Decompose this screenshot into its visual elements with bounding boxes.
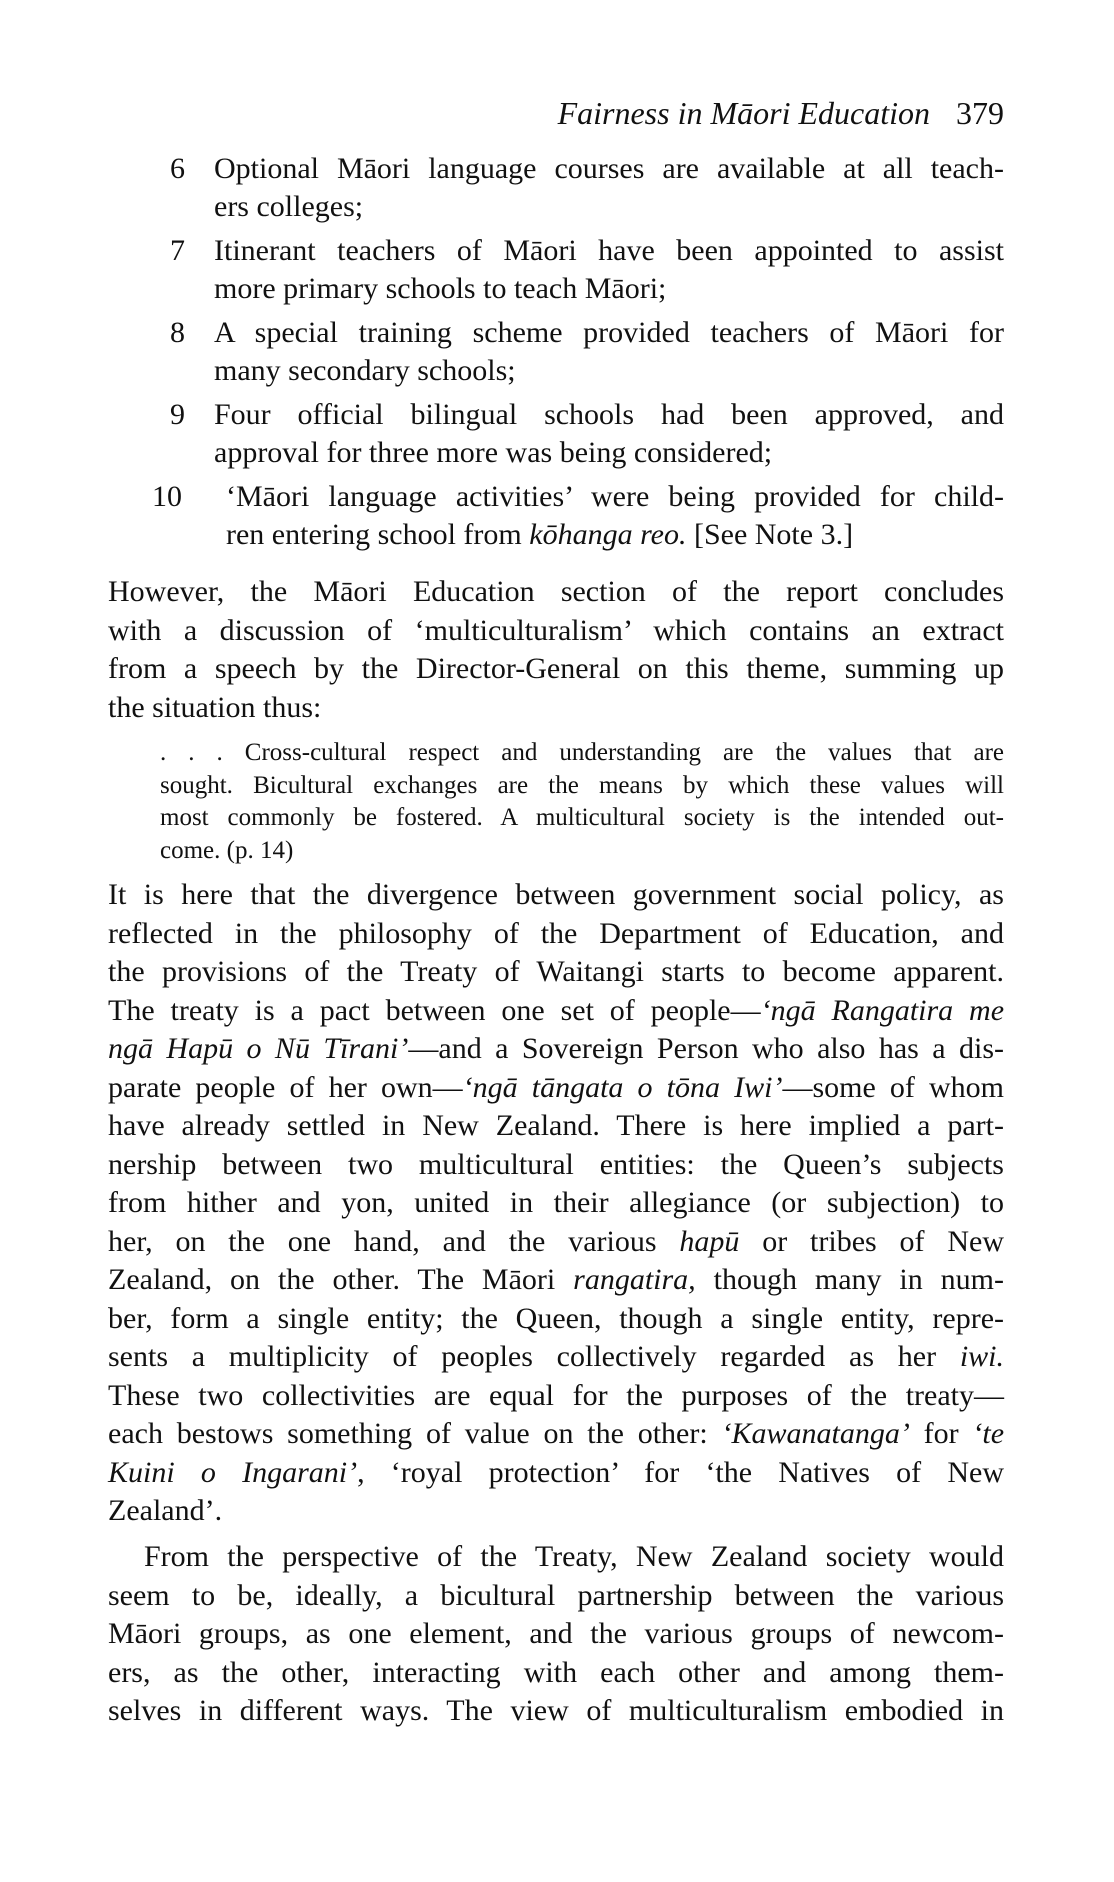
maori-term: ngā Hapū o Nū Tīrani’ xyxy=(108,1032,409,1065)
paragraph xyxy=(108,573,1004,727)
list-item-line: Itinerant teachers of Māori have been appointed to assist xyxy=(214,234,1004,267)
text-line: From the perspective of the Treaty, New Zealand society would xyxy=(144,1540,1004,1573)
list-item-line: Optional Māori language courses are available at all teach- xyxy=(214,152,1004,185)
list-item-number: 7 xyxy=(170,234,185,267)
block-quote xyxy=(160,737,1004,867)
quote-line: . . . Cross-cultural respect and understanding are the values that are xyxy=(160,739,1004,766)
text-line: each bestows something of value on the other: ‘Kawanatanga’ for ‘te xyxy=(108,1417,1005,1450)
list-item-number: 9 xyxy=(170,398,185,431)
text-line: The treaty is a pact between one set of people—‘ngā Rangatira me xyxy=(108,993,1005,1027)
text-line: with a discussion of ‘multiculturalism’ which contains an extract xyxy=(108,613,1004,647)
list-item-number: 10 xyxy=(152,480,182,513)
text-line: However, the Māori Education section of the report concludes xyxy=(108,575,1004,608)
running-header xyxy=(108,92,1004,134)
maori-term: kōhanga reo. xyxy=(529,518,687,551)
maori-term: iwi. xyxy=(959,1340,1004,1373)
list-item-line: ren entering school from kōhanga reo. [See Note 3.] xyxy=(226,518,854,551)
text-line: It is here that the divergence between government social policy, as xyxy=(108,878,1004,911)
list-item xyxy=(108,232,1004,308)
list-item-line: many secondary schools; xyxy=(214,354,516,387)
text-line: the situation thus: xyxy=(108,690,322,724)
text-line: Zealand’. xyxy=(108,1494,223,1527)
paragraph xyxy=(108,876,1004,1531)
list-item-line: Four official bilingual schools had been approved, and xyxy=(214,398,1004,431)
text-line: Zealand, on the other. The Māori rangatira, though many in num- xyxy=(108,1263,1005,1296)
list-item-line: ers colleges; xyxy=(214,190,364,223)
text-line: nership between two multicultural entities: the Queen’s subjects xyxy=(108,1147,1004,1181)
quote-line: sought. Bicultural exchanges are the means by which these values will xyxy=(160,771,1004,799)
paragraph xyxy=(108,1538,1004,1731)
quote-line: most commonly be fostered. A multicultural society is the intended out- xyxy=(160,804,1004,832)
text-line: Māori groups, as one element, and the various groups of newcom- xyxy=(108,1617,1004,1650)
page-number: 379 xyxy=(956,95,1004,131)
numbered-list xyxy=(108,150,1004,560)
text-line: the provisions of the Treaty of Waitangi starts to become apparent. xyxy=(108,955,1004,988)
book-page xyxy=(108,0,1004,1882)
text-line: These two collectivities are equal for the purposes of the treaty— xyxy=(108,1378,1004,1412)
list-item-number: 6 xyxy=(170,152,185,185)
text-line: ngā Hapū o Nū Tīrani’—and a Sovereign Person who also has a dis- xyxy=(108,1032,1004,1065)
list-item xyxy=(108,150,1004,226)
list-item xyxy=(108,396,1004,472)
maori-term: ‘ngā tāngata o tōna Iwi’ xyxy=(462,1070,783,1104)
list-item-line: approval for three more was being considered; xyxy=(214,436,773,469)
list-item-number: 8 xyxy=(170,316,185,349)
running-title: Fairness in Māori Education xyxy=(557,95,930,131)
maori-term: ‘Kawanatanga’ xyxy=(721,1417,910,1450)
text-line: seem to be, ideally, a bicultural partnership between the various xyxy=(108,1578,1004,1612)
text-line: from hither and yon, united in their allegiance (or subjection) to xyxy=(108,1186,1004,1219)
text-line: sents a multiplicity of peoples collectively regarded as her iwi. xyxy=(108,1340,1004,1373)
list-item-line: ‘Māori language activities’ were being provided for child- xyxy=(226,480,1004,513)
maori-term: ‘ngā Rangatira me xyxy=(760,993,1005,1027)
list-item xyxy=(108,478,1004,554)
maori-term: rangatira, xyxy=(573,1263,696,1296)
list-item-line: A special training scheme provided teachers of Māori for xyxy=(214,316,1004,349)
text-line: ber, form a single entity; the Queen, though a single entity, repre- xyxy=(108,1301,1004,1335)
text-line: reflected in the philosophy of the Department of Education, and xyxy=(108,916,1004,950)
text-line: have already settled in New Zealand. There is here implied a part- xyxy=(108,1109,1004,1142)
maori-term: Kuini o Ingarani’ xyxy=(108,1455,358,1489)
maori-term: hapū xyxy=(679,1224,740,1258)
maori-term: ‘te xyxy=(972,1417,1005,1450)
text-line: ers, as the other, interacting with each other and among them- xyxy=(108,1655,1004,1689)
list-item-line: more primary schools to teach Māori; xyxy=(214,272,667,305)
quote-line: come. (p. 14) xyxy=(160,836,294,864)
text-line: parate people of her own—‘ngā tāngata o tōna Iwi’—some of whom xyxy=(108,1070,1004,1104)
list-item xyxy=(108,314,1004,390)
text-line: Kuini o Ingarani’, ‘royal protection’ for ‘the Natives of New xyxy=(108,1455,1004,1489)
text-line: selves in different ways. The view of multiculturalism embodied in xyxy=(108,1694,1004,1727)
text-line: from a speech by the Director-General on this theme, summing up xyxy=(108,652,1004,685)
text-line: her, on the one hand, and the various hapū or tribes of New xyxy=(108,1224,1005,1258)
